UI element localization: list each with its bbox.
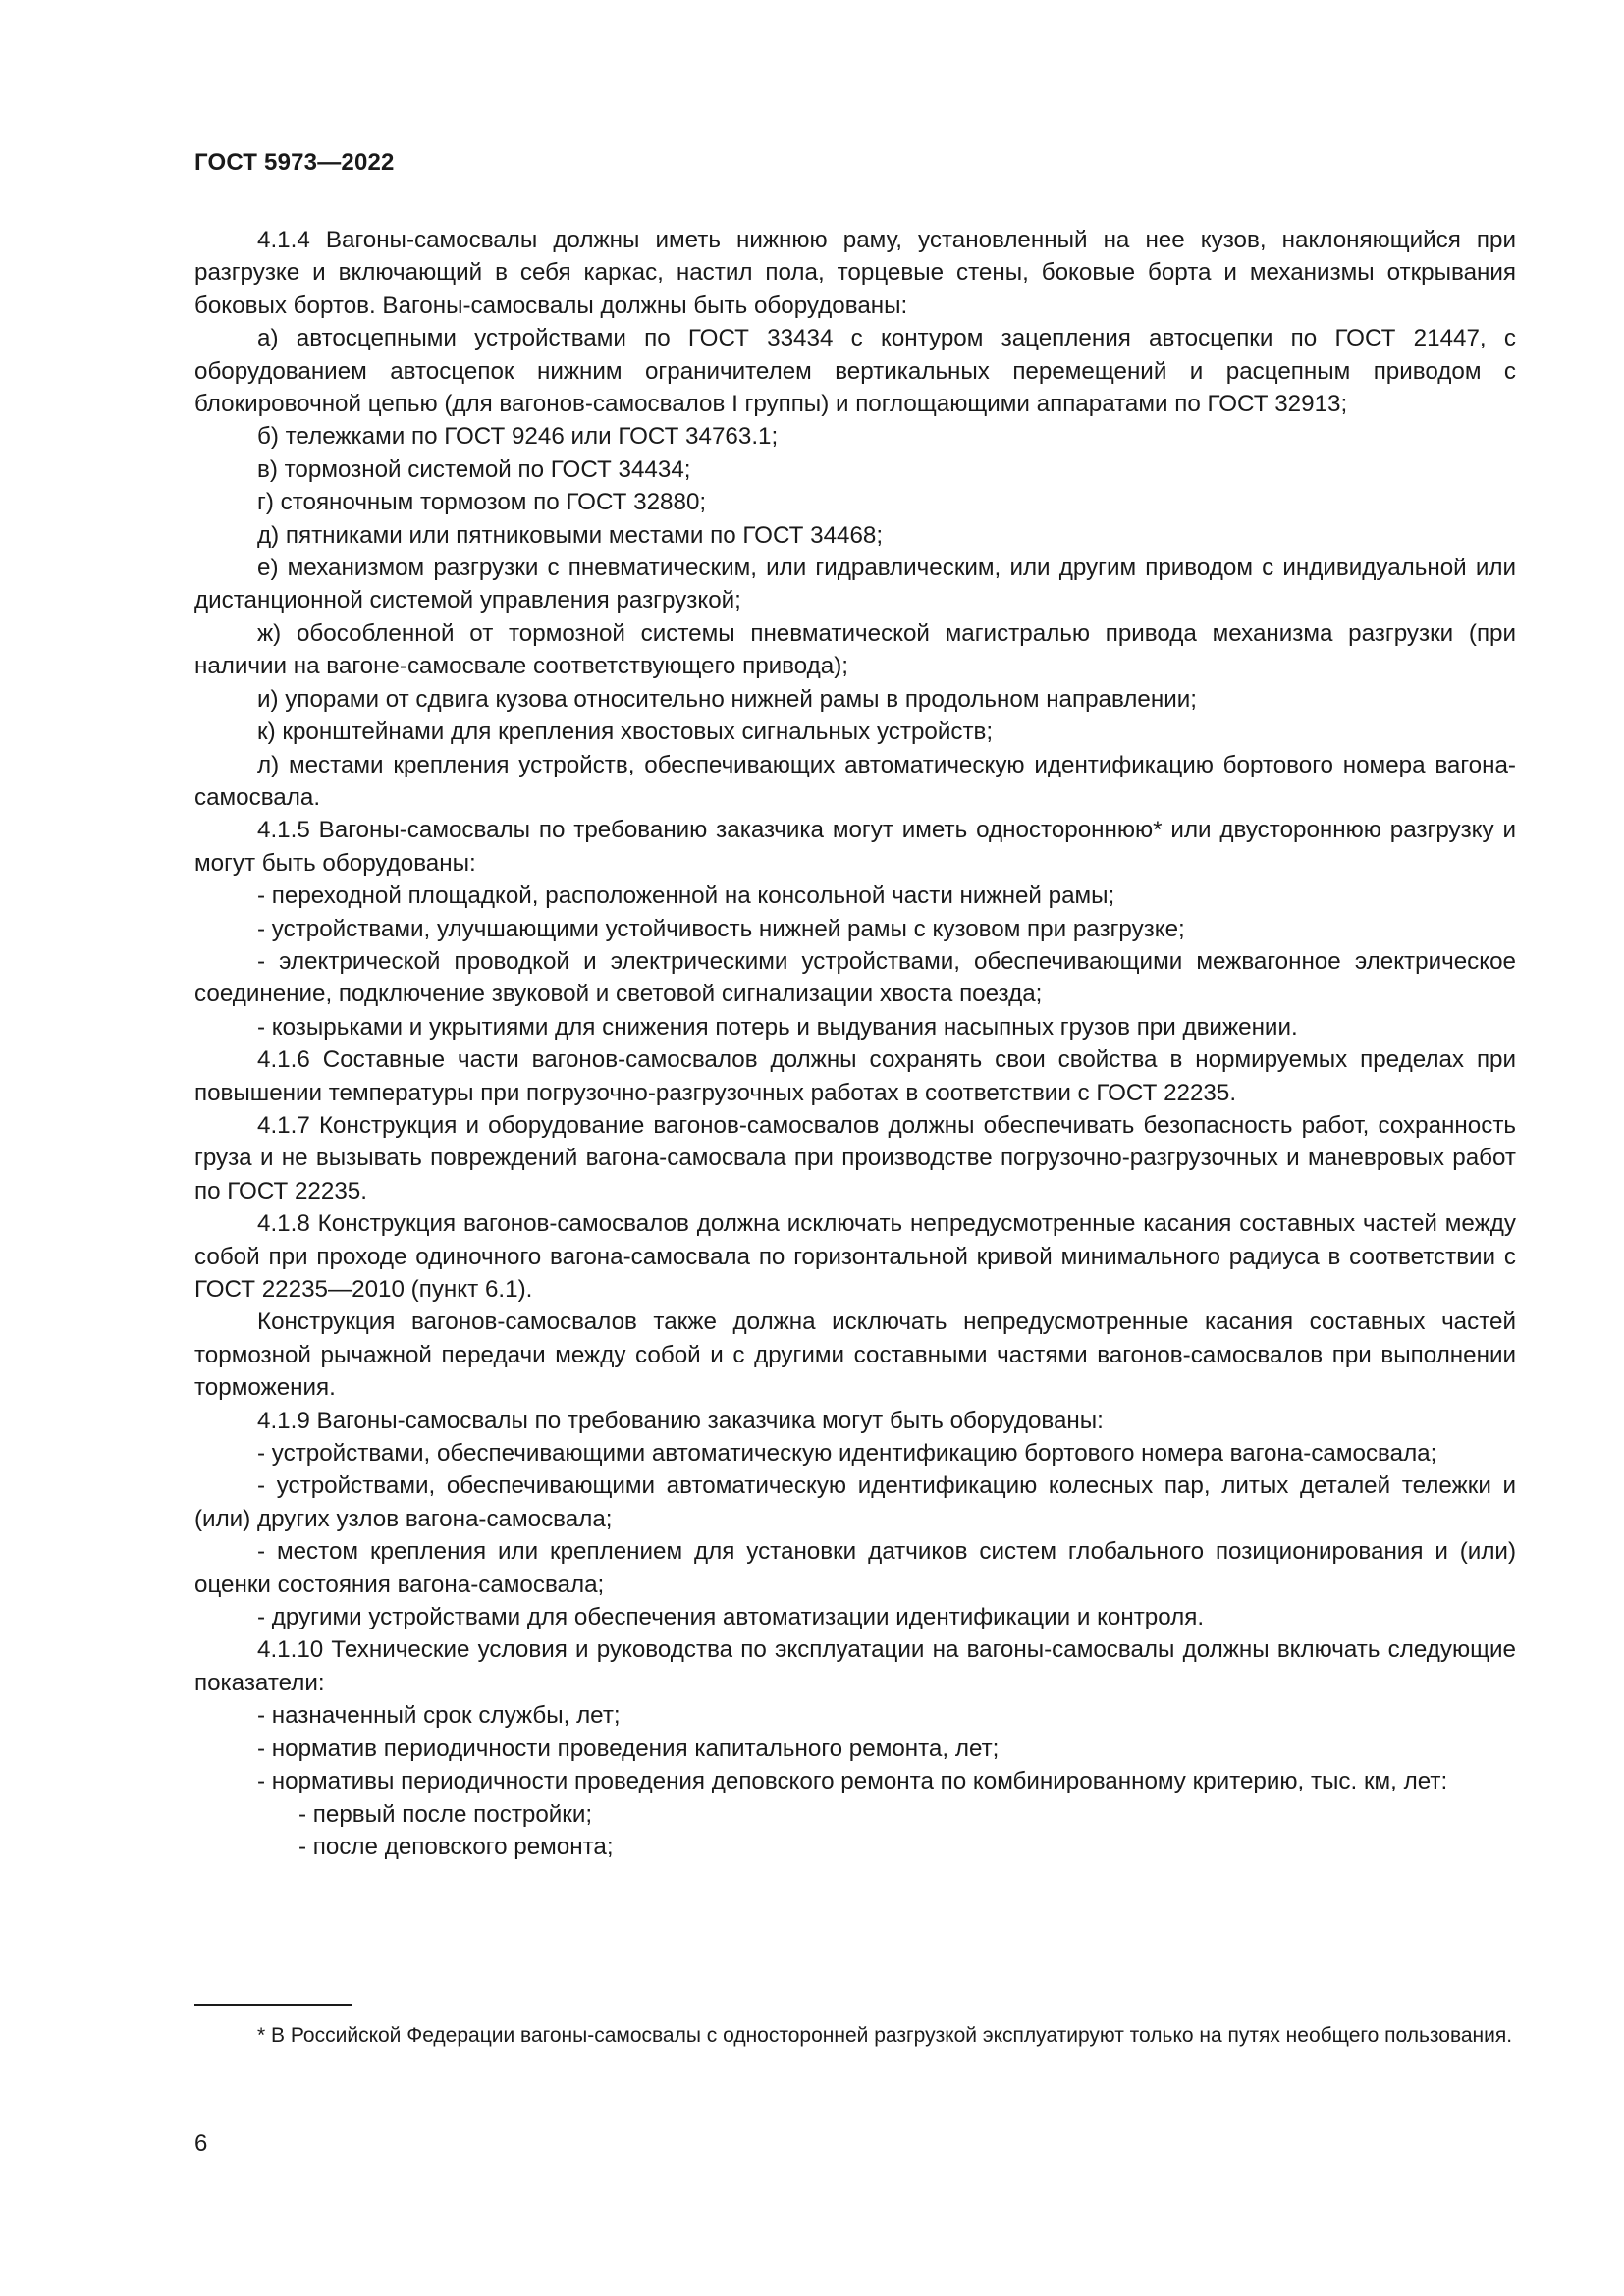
- sub-list-item: - после деповского ремонта;: [298, 1833, 614, 1860]
- list-item: - устройствами, обеспечивающими автоматическую идентификацию колесных пар, литых деталей тележки и (или) других узлов вагона-самосвала;: [194, 1472, 1516, 1532]
- paragraph-4-1-9: 4.1.9 Вагоны-самосвалы по требованию заказчика могут быть оборудованы:: [257, 1407, 1104, 1434]
- paragraph-4-1-8: 4.1.8 Конструкция вагонов-самосвалов должна исключать непредусмотренные касания составных частей между собой при проходе одиночного вагона-самосвала по горизонтальной кривой минимального радиуса в соответствии с ГОСТ 22235—2010 (пункт 6.1).: [194, 1210, 1516, 1303]
- list-item-e: е) механизмом разгрузки с пневматическим, или гидравлическим, или другим приводом с индивидуальной или дистанционной системой управления разгрузкой;: [194, 555, 1516, 614]
- document-header: ГОСТ 5973—2022: [194, 149, 395, 176]
- list-item-b: б) тележками по ГОСТ 9246 или ГОСТ 34763.1;: [257, 423, 779, 451]
- footnote: * В Российской Федерации вагоны-самосвалы с односторонней разгрузкой эксплуатируют только на путях необщего пользования.: [257, 2024, 1513, 2047]
- list-item: - другими устройствами для обеспечения автоматизации идентификации и контроля.: [257, 1604, 1205, 1631]
- paragraph-4-1-6: 4.1.6 Составные части вагонов-самосвалов должны сохранять свои свойства в нормируемых пределах при повышении температуры при погрузочно-разгрузочных работах в соответствии с ГОСТ 22235.: [194, 1046, 1516, 1106]
- list-item-g: г) стояночным тормозом по ГОСТ 32880;: [257, 489, 707, 516]
- list-item: - назначенный срок службы, лет;: [257, 1702, 621, 1730]
- list-item: - устройствами, улучшающими устойчивость нижней рамы с кузовом при разгрузке;: [257, 915, 1185, 942]
- paragraph-4-1-7: 4.1.7 Конструкция и оборудование вагонов-самосвалов должны обеспечивать безопасность работ, сохранность груза и не вызывать повреждений вагона-самосвала при производстве погрузочно-разгрузочных и маневровых работ по ГОСТ 22235.: [194, 1111, 1516, 1204]
- list-item-zh: ж) обособленной от тормозной системы пневматической магистралью привода механизма разгрузки (при наличии на вагоне-самосвале соответствующего привода);: [194, 619, 1516, 680]
- paragraph-4-1-5: 4.1.5 Вагоны-самосвалы по требованию заказчика могут иметь одностороннюю* или двустороннюю разгрузку и могут быть оборудованы:: [194, 817, 1516, 877]
- main-text: [194, 224, 1516, 1863]
- list-item: - переходной площадкой, расположенной на консольной части нижней рамы;: [257, 882, 1115, 910]
- list-item: - козырьками и укрытиями для снижения потерь и выдувания насыпных грузов при движении.: [257, 1013, 1298, 1041]
- list-item: - устройствами, обеспечивающими автоматическую идентификацию бортового номера вагона-самосвала;: [257, 1440, 1437, 1468]
- footnote-divider: [194, 2004, 352, 2006]
- list-item: - электрической проводкой и электрическими устройствами, обеспечивающими межвагонное электрическое соединение, подключение звуковой и световой сигнализации хвоста поезда;: [194, 947, 1516, 1008]
- paragraph-4-1-10: 4.1.10 Технические условия и руководства по эксплуатации на вагоны-самосвалы должны включать следующие показатели:: [194, 1636, 1516, 1696]
- list-item: - норматив периодичности проведения капитального ремонта, лет;: [257, 1735, 1000, 1762]
- paragraph-4-1-8-cont: Конструкция вагонов-самосвалов также должна исключать непредусмотренные касания составных частей тормозной рычажной передачи между собой и с другими составными частями вагонов-самосвалов при выполнении торможения.: [194, 1308, 1516, 1402]
- page-number: 6: [194, 2130, 208, 2157]
- sub-list-item: - первый после постройки;: [298, 1800, 593, 1828]
- list-item: - нормативы периодичности проведения деповского ремонта по комбинированному критерию, тыс. км, лет:: [257, 1768, 1448, 1795]
- list-item-k: к) кронштейнами для крепления хвостовых сигнальных устройств;: [257, 719, 994, 746]
- list-item-v: в) тормозной системой по ГОСТ 34434;: [257, 455, 691, 483]
- list-item-i: и) упорами от сдвига кузова относительно нижней рамы в продольном направлении;: [257, 685, 1197, 713]
- paragraph-4-1-4: 4.1.4 Вагоны-самосвалы должны иметь нижнюю раму, установленный на нее кузов, наклоняющийся при разгрузке и включающий в себя каркас, настил пола, торцевые стены, боковые борта и механизмы открывания боковых бортов. Вагоны-самосвалы должны быть оборудованы:: [194, 227, 1516, 319]
- list-item-l: л) местами крепления устройств, обеспечивающих автоматическую идентификацию бортового номера вагона-самосвала.: [194, 751, 1516, 811]
- list-item: - местом крепления или креплением для установки датчиков систем глобального позиционирования и (или) оценки состояния вагона-самосвала;: [194, 1538, 1516, 1598]
- list-item-a: а) автосцепными устройствами по ГОСТ 33434 с контуром зацепления автосцепки по ГОСТ 21447, с оборудованием автосцепок нижним ограничителем вертикальных перемещений и расцепным приводом с блокировочной цепью (для вагонов-самосвалов I группы) и поглощающими аппаратами по ГОСТ 32913;: [194, 325, 1516, 418]
- list-item-d: д) пятниками или пятниковыми местами по ГОСТ 34468;: [257, 521, 884, 549]
